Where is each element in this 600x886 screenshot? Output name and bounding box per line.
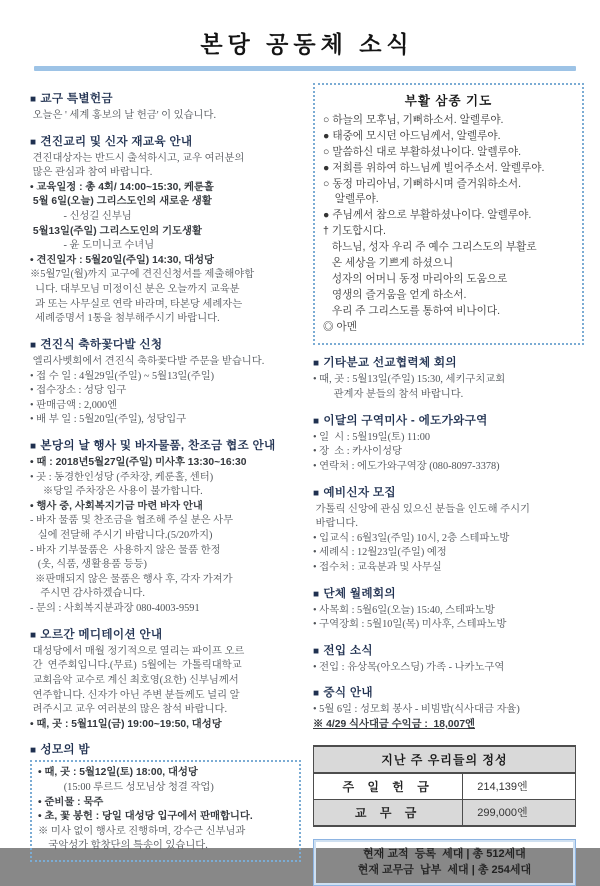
- section-special-offering: [30, 90, 301, 124]
- text-line: ● 주님께서 참으로 부활하셨나이다. 알렐루야.: [323, 209, 532, 222]
- offering-table-header: 지난 주 우리들의 정성: [314, 746, 576, 773]
- section-body: [30, 456, 301, 617]
- prayer-title: 부활 삼종 기도: [404, 94, 493, 108]
- square-bullet-icon: ■: [313, 358, 320, 370]
- section-body: [30, 152, 301, 327]
- text-line: • 사목회 : 5월6일(오늘) 15:40, 스테파노방: [313, 604, 495, 616]
- table-row: [314, 773, 576, 800]
- text-line: 오늘은 ' 세계 홍보의 날 헌금' 이 있습니다.: [30, 110, 217, 121]
- square-bullet-icon: ■: [30, 629, 37, 641]
- text-line: 연주합니다. 신자가 아닌 주변 분들께도 널리 알: [30, 689, 240, 701]
- text-line: • 5월 6일 : 성모회 봉사 - 비빔밥(식사대금 자율): [313, 704, 520, 716]
- easter-angelus-prayer-box: [313, 83, 584, 345]
- section-body: [313, 503, 584, 576]
- section-district-mass: [313, 412, 584, 475]
- text-line: 엘리사벳회에서 견진식 축하꽃다발 주문을 받습니다.: [30, 355, 265, 367]
- section-catechumen-recruit: [313, 484, 584, 576]
- text-line: 세례증명서 1통을 첨부해주시기 바랍니다.: [30, 313, 220, 325]
- text-line: - 윤 도미니코 수녀님: [30, 240, 155, 252]
- marian-night-box: [30, 760, 301, 862]
- text-line: 5월13일(주일) 그리스도인의 기도생활: [30, 225, 202, 237]
- text-line: 려주시고 교우 여러분의 많은 참석 바랍니다.: [30, 704, 228, 716]
- text-line: • 교육일정 : 총 4회/ 14:00~15:30, 케룬홀: [30, 181, 214, 193]
- text-line: • 때, 곳 : 5월13일(주일) 15:30, 세키구치교회: [313, 374, 506, 386]
- prayer-body: [323, 113, 574, 335]
- section-body: [313, 604, 584, 633]
- section-body: [313, 703, 584, 732]
- text-line: ○ 말씀하신 대로 부활하셨나이다. 알렐루야.: [323, 145, 522, 158]
- text-line: (15:00 루르드 성모님상 청결 작업): [38, 781, 214, 793]
- offering-row-amount: 299,000엔: [463, 799, 576, 826]
- text-line: • 준비물 : 묵주: [38, 796, 104, 808]
- text-line: • 초, 꽃 봉헌 : 당일 대성당 입구에서 판매합니다.: [38, 811, 253, 823]
- text-line: - 바자 물품 및 찬조금을 협조해 주실 분은 사무: [30, 515, 234, 527]
- square-bullet-icon: ■: [313, 645, 320, 657]
- section-heading: ■ 교구 특별헌금: [30, 92, 113, 105]
- text-line: • 때, 곳 : 5월12일(토) 18:00, 대성당: [38, 767, 198, 779]
- text-line: - 신성길 신부님: [30, 211, 132, 223]
- section-heading: ■ 단체 월례회의: [313, 586, 396, 600]
- text-line: 간 연주회입니다.(무료) 5월에는 가톨릭대학교: [30, 660, 242, 672]
- section-organ-meditation: [30, 626, 301, 733]
- square-bullet-icon: ■: [30, 745, 37, 757]
- text-line: 영생의 즐거움을 얻게 하소서.: [323, 288, 467, 301]
- text-line: • 접수장소 : 성당 입구: [30, 385, 127, 397]
- text-line: • 일 시 : 5월19일(토) 11:00: [313, 431, 431, 443]
- text-line: (옷, 식품, 생활용품 등등): [30, 559, 147, 571]
- section-body: [30, 109, 301, 124]
- text-line: ※당일 주차장은 사용이 불가합니다.: [30, 486, 203, 498]
- square-bullet-icon: ■: [30, 440, 37, 452]
- offering-row-label: 교 무 금: [314, 799, 463, 826]
- text-line: 주시면 감사하겠습니다.: [30, 588, 145, 600]
- household-stats-box: [313, 839, 576, 886]
- text-line: 국악성가 합창단의 특송이 있습니다.: [38, 840, 208, 852]
- text-line: • 배 부 일 : 5월20일(주일), 성당입구: [30, 414, 187, 426]
- stats-line: 현재 교무금 납부 세대 | 총 254세대: [357, 864, 532, 877]
- section-heading: ■ 기타분교 선교협력체 회의: [313, 356, 457, 370]
- offering-table: [313, 745, 576, 827]
- section-parish-day-bazaar: [30, 437, 301, 617]
- text-line: • 곳 : 동경한인성당 (주차장, 케룬홀, 센터): [30, 471, 214, 483]
- text-line: • 구역장회 : 5월10일(목) 미사후, 스테파노방: [313, 619, 507, 631]
- section-body: [313, 431, 584, 475]
- section-body: [30, 645, 301, 733]
- text-line: • 때 : 2018년5월27일(주일) 미사후 13:30~16:30: [30, 456, 247, 468]
- text-line: 견진대상자는 반드시 출석하시고, 교우 여러분의: [30, 152, 245, 164]
- offering-row-label: 주 일 헌 금: [314, 773, 463, 800]
- text-line: • 전입 : 유상목(아오스딩) 가족 - 나카노구역: [313, 661, 505, 673]
- section-confirmation-education: [30, 133, 301, 327]
- square-bullet-icon: ■: [313, 688, 320, 700]
- text-line: ◎ 아멘: [323, 320, 358, 333]
- section-mission-meeting: [313, 354, 584, 402]
- section-body: [313, 661, 584, 676]
- text-line: • 행사 중, 사회복지기금 마련 바자 안내: [30, 500, 203, 512]
- two-column-layout: [30, 81, 584, 886]
- text-line: • 견진일자 : 5월20일(주일) 14:30, 대성당: [30, 254, 214, 266]
- text-line: ● 저희를 위하여 하느님께 빌어주소서. 알렐루야.: [323, 161, 545, 174]
- section-body: [313, 373, 584, 402]
- text-line: ○ 하늘의 모후님, 기뻐하소서. 알렐루야.: [323, 114, 504, 126]
- section-heading: ■ 견진교리 및 신자 재교육 안내: [30, 134, 193, 148]
- text-line: ※5월7일(월)까지 교구에 견진신청서를 제출해야합: [30, 269, 255, 281]
- text-line: 성자의 어머니 동정 마리아의 도움으로: [323, 272, 508, 285]
- title-divider: [34, 66, 576, 71]
- text-line: ※ 4/29 식사대금 수익금 : 18,007엔: [313, 719, 475, 730]
- text-line: 교회음악 교수로 계신 최호영(요한) 신부님께서: [30, 674, 239, 686]
- section-flower-bouquet: [30, 336, 301, 428]
- square-bullet-icon: ■: [313, 588, 320, 600]
- square-bullet-icon: ■: [313, 415, 320, 427]
- text-line: 온 세상을 기쁘게 하셨으니: [323, 257, 454, 270]
- text-line: 5월 6일(오늘) 그리스도인의 새로운 생활: [30, 196, 212, 208]
- text-line: 가톨릭 신앙에 관심 있으신 분들을 인도해 주시기: [313, 503, 530, 515]
- text-line: 우리 주 그리스도를 통하여 비나이다.: [323, 304, 501, 317]
- section-body: [30, 355, 301, 428]
- section-heading: ■ 성모의 밤: [30, 743, 90, 757]
- right-column: [313, 81, 584, 886]
- text-line: ※ 미사 없이 행사로 진행하며, 강수근 신부님과: [38, 825, 246, 837]
- page-title: 본당 공동체 소식: [200, 31, 414, 57]
- section-heading: ■ 견진식 축하꽃다발 신청: [30, 337, 163, 351]
- text-line: • 때, 곳 : 5월11일(금) 19:00~19:50, 대성당: [30, 718, 222, 730]
- table-row: [314, 799, 576, 826]
- section-heading: ■ 이달의 구역미사 - 에도가와구역: [313, 413, 488, 427]
- left-column: [30, 81, 301, 886]
- square-bullet-icon: ■: [313, 487, 320, 499]
- text-line: - 바자 기부물품은 사용하지 않은 물품 한정: [30, 544, 221, 556]
- text-line: • 연락처 : 에도가와구역장 (080-8097-3378): [313, 460, 500, 472]
- text-line: 알렐루야.: [323, 193, 379, 206]
- text-line: 과 또는 사무실로 연락 바라며, 타본당 세례자는: [30, 298, 243, 310]
- square-bullet-icon: ■: [30, 339, 37, 351]
- text-line: • 판매금액 : 2,000엔: [30, 399, 118, 411]
- text-line: 관계자 분들의 참석 바랍니다.: [313, 389, 464, 401]
- section-marian-night: [30, 741, 301, 862]
- stats-line: 현재 교적 등록 세대 | 총 512세대: [363, 847, 526, 860]
- section-heading: ■ 본당의 날 행사 및 바자물품, 찬조금 협조 안내: [30, 438, 276, 452]
- section-heading: ■ 중식 안내: [313, 686, 373, 700]
- text-line: • 장 소 : 카사이성당: [313, 446, 402, 458]
- text-line: 대성당에서 매월 정기적으로 열리는 파이프 오르: [30, 645, 245, 657]
- text-line: † 기도합시다.: [323, 225, 386, 238]
- square-bullet-icon: ■: [30, 136, 37, 148]
- section-heading: ■ 오르간 메디테이션 안내: [30, 627, 163, 641]
- text-line: - 문의 : 사회복지분과장 080-4003-9591: [30, 603, 200, 615]
- square-bullet-icon: ■: [30, 94, 37, 105]
- text-line: • 세례식 : 12월23일(주일) 예정: [313, 547, 447, 559]
- text-line: ● 태중에 모시던 아드님께서, 알렐루야.: [323, 129, 501, 142]
- text-line: ○ 동정 마리아님, 기뻐하시며 즐거워하소서.: [323, 177, 522, 190]
- section-heading: ■ 전입 소식: [313, 643, 373, 657]
- text-line: 실에 전달해 주시기 바랍니다.(5/20까지): [30, 530, 213, 542]
- section-transfer-news: [313, 642, 584, 676]
- text-line: • 접 수 일 : 4월29일(주일) ~ 5월13일(주일): [30, 370, 215, 382]
- text-line: • 입교식 : 6월3일(주일) 10시, 2층 스테파노방: [313, 532, 510, 544]
- text-line: 바랍니다.: [313, 518, 358, 530]
- section-monthly-meetings: [313, 585, 584, 633]
- section-lunch-notice: [313, 684, 584, 732]
- offering-row-amount: 214,139엔: [463, 773, 576, 800]
- text-line: 많은 관심과 참여 바랍니다.: [30, 167, 153, 179]
- text-line: • 접수처 : 교육분과 및 사무실: [313, 561, 442, 573]
- text-line: ※판매되지 않은 물품은 행사 후, 각자 가져가: [30, 573, 233, 585]
- text-line: 니다. 대부모님 미정이신 분은 오늘까지 교육분: [30, 284, 240, 296]
- section-heading: ■ 예비신자 모집: [313, 485, 396, 499]
- text-line: 하느님, 성자 우리 주 예수 그리스도의 부활로: [323, 241, 537, 254]
